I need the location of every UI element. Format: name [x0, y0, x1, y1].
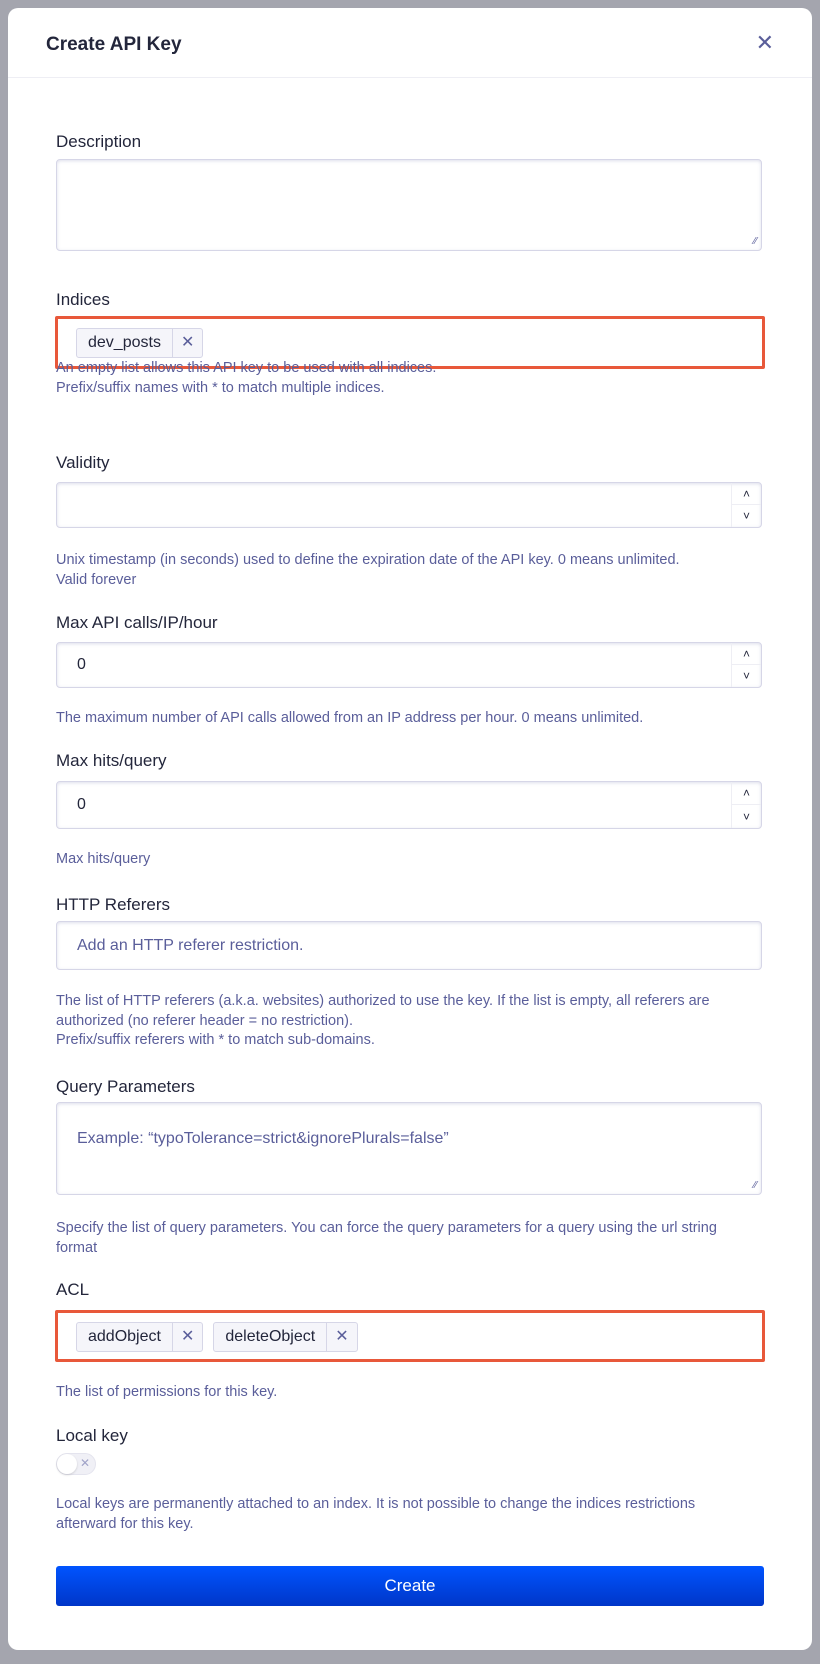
decrement-icon[interactable]: ˅	[742, 509, 750, 523]
remove-tag-icon[interactable]: ✕	[172, 1323, 202, 1351]
max-hits-stepper[interactable]	[731, 782, 761, 828]
query-parameters-label: Query Parameters	[56, 1077, 195, 1096]
query-parameters-textarea[interactable]: Example: “typoTolerance=strict&ignorePlurals=false” ⁄⁄	[56, 1102, 762, 1195]
max-api-calls-label: Max API calls/IP/hour	[56, 613, 218, 632]
validity-label: Validity	[56, 453, 110, 472]
increment-icon[interactable]: ˄	[732, 782, 761, 805]
close-icon[interactable]: ✕	[755, 30, 774, 55]
max-api-calls-stepper[interactable]	[731, 643, 761, 687]
indices-label: Indices	[56, 290, 110, 309]
increment-icon[interactable]: ˄	[732, 643, 761, 665]
create-api-key-dialog	[8, 8, 812, 1650]
http-referers-label: HTTP Referers	[56, 895, 170, 914]
resize-grip-icon[interactable]: ⁄⁄	[753, 1180, 757, 1191]
decrement-icon[interactable]: ˅	[742, 669, 750, 683]
create-button[interactable]: Create	[56, 1566, 764, 1606]
indices-help: An empty list allows this API key to be used with all indices. Prefix/suffix names with * to match multiple indices.	[56, 360, 437, 396]
acl-input[interactable]	[55, 1310, 765, 1362]
remove-tag-icon[interactable]: ✕	[326, 1323, 356, 1351]
acl-tag: addObject ✕	[76, 1322, 203, 1352]
validity-help: Unix timestamp (in seconds) used to define the expiration date of the API key. 0 means unlimited. Valid forever	[56, 552, 680, 588]
acl-label: ACL	[56, 1280, 90, 1299]
http-referers-help: The list of HTTP referers (a.k.a. websites) authorized to use the key. If the list is empty, all referers are authorized (no referer header = no restriction). Prefix/suffix referers with * to match sub-domains.	[56, 993, 710, 1048]
local-key-label: Local key	[56, 1426, 128, 1445]
acl-tag: deleteObject ✕	[213, 1322, 357, 1352]
max-hits-input[interactable]: 0 ˄ ˅	[56, 781, 762, 829]
http-referers-input[interactable]: Add an HTTP referer restriction.	[56, 921, 762, 970]
index-tag: dev_posts ✕	[76, 328, 203, 358]
local-key-toggle[interactable]	[56, 1453, 96, 1475]
dialog-title: Create API Key	[46, 34, 182, 55]
dialog-header	[8, 8, 812, 78]
description-textarea[interactable]	[56, 159, 762, 251]
description-label: Description	[56, 132, 142, 151]
validity-input[interactable]	[56, 482, 762, 528]
max-hits-label: Max hits/query	[56, 751, 167, 770]
remove-tag-icon[interactable]: ✕	[172, 329, 202, 357]
query-parameters-help: Specify the list of query parameters. You can force the query parameters for a query using the url string format	[56, 1220, 717, 1256]
max-api-calls-input[interactable]: 0 ˄ ˅	[56, 642, 762, 688]
decrement-icon[interactable]: ˅	[742, 809, 750, 824]
local-key-help: Local keys are permanently attached to an index. It is not possible to change the indices restrictions afterward for this key.	[56, 1496, 696, 1532]
max-hits-help: Max hits/query	[56, 851, 151, 867]
validity-stepper[interactable]	[731, 483, 761, 527]
resize-grip-icon[interactable]: ⁄⁄	[753, 236, 757, 247]
x-icon: ✕	[79, 1456, 90, 1470]
acl-help: The list of permissions for this key.	[56, 1384, 278, 1400]
increment-icon[interactable]: ˄	[732, 483, 761, 505]
max-api-calls-help: The maximum number of API calls allowed from an IP address per hour. 0 means unlimited.	[56, 710, 644, 726]
